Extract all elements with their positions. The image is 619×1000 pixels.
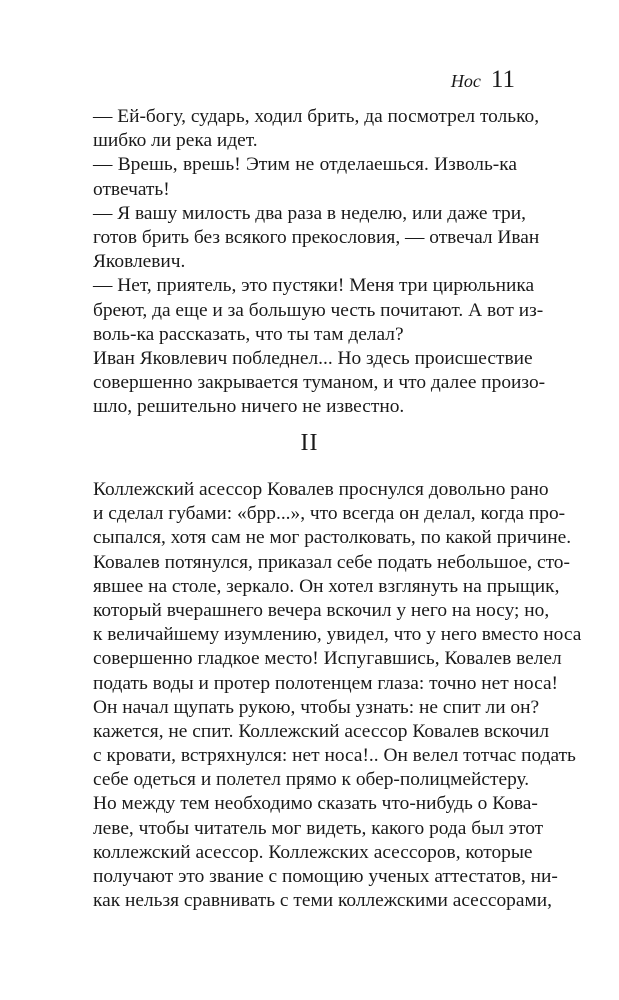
text-line: Иван Яковлевич побледнел... Но здесь происшествие	[93, 347, 533, 369]
text-line: Яковлевич.	[93, 251, 186, 273]
text-line: — Нет, приятель, это пустяки! Меня три цирюльника	[93, 275, 535, 297]
text-line: готов брить без всякого прекословия, — отвечал Иван	[93, 226, 540, 248]
text-line: который вчерашнего вечера вскочил у него на носу; но,	[93, 599, 550, 621]
text-line: с кровати, встряхнулся: нет носа!.. Он велел тотчас подать	[93, 745, 576, 767]
text-block-dialogue	[93, 105, 546, 419]
text-line: коллежский асессор. Коллежских асессоров, которые	[93, 841, 533, 863]
running-head	[451, 66, 515, 94]
running-head-title: Нос	[450, 71, 481, 91]
text-line: себе одеться и полетел прямо к обер-полицмейстеру.	[93, 769, 530, 791]
text-line: Он начал щупать рукою, чтобы узнать: не спит ли он?	[93, 696, 540, 718]
text-line: — Я вашу милость два раза в неделю, или даже три,	[93, 202, 526, 224]
text-line: бреют, да еще и за большую честь почитают. А вот из-	[93, 299, 544, 321]
text-line: — Ей-богу, сударь, ходил брить, да посмотрел только,	[93, 106, 540, 127]
text-line: совершенно закрывается туманом, и что далее произо-	[93, 372, 546, 394]
text-line: Коллежский асессор Ковалев проснулся довольно рано	[93, 479, 549, 500]
text-line: получают это звание с помощию ученых аттестатов, ни-	[93, 866, 558, 887]
text-line: леве, чтобы читатель мог видеть, какого рода был этот	[93, 817, 544, 839]
page-number: 11	[490, 66, 515, 93]
paragraph	[93, 202, 540, 275]
paragraph	[93, 792, 558, 913]
text-line: подать воды и протер полотенцем глаза: точно нет носа!	[93, 672, 559, 694]
paragraph	[93, 478, 582, 792]
paragraph	[93, 153, 517, 201]
text-line: кажется, не спит. Коллежский асессор Ковалев вскочил	[93, 720, 550, 742]
text-line: — Врешь, врешь! Этим не отделаешься. Изволь-ка	[93, 154, 517, 176]
text-line: Ковалев потянулся, приказал себе подать небольшое, сто-	[93, 551, 570, 573]
text-line: как нельзя сравнивать с теми коллежскими асессорами,	[93, 890, 552, 912]
text-line: отвечать!	[93, 178, 170, 200]
chapter-heading: II	[300, 430, 319, 456]
text-line: к величайшему изумлению, увидел, что у него вместо носа	[93, 624, 582, 646]
paragraph	[93, 274, 544, 347]
text-line: воль-ка рассказать, что ты там делал?	[93, 323, 404, 345]
text-line: Но между тем необходимо сказать что-нибудь о Кова-	[93, 793, 538, 815]
text-line: шибко ли река идет.	[93, 130, 258, 152]
text-line: и сделал губами: «брр...», что всегда он делал, когда про-	[93, 503, 566, 525]
text-block-chapter-two	[93, 478, 582, 913]
text-line: шло, решительно ничего не известно.	[93, 396, 405, 418]
paragraph	[93, 105, 540, 153]
text-line: совершенно гладкое место! Испугавшись, Ковалев велел	[93, 648, 562, 670]
text-line: явшее на столе, зеркало. Он хотел взглянуть на прыщик,	[93, 575, 560, 597]
paragraph	[93, 347, 546, 420]
text-line: сыпался, хотя сам не мог растолковать, по какой причине.	[93, 527, 572, 549]
